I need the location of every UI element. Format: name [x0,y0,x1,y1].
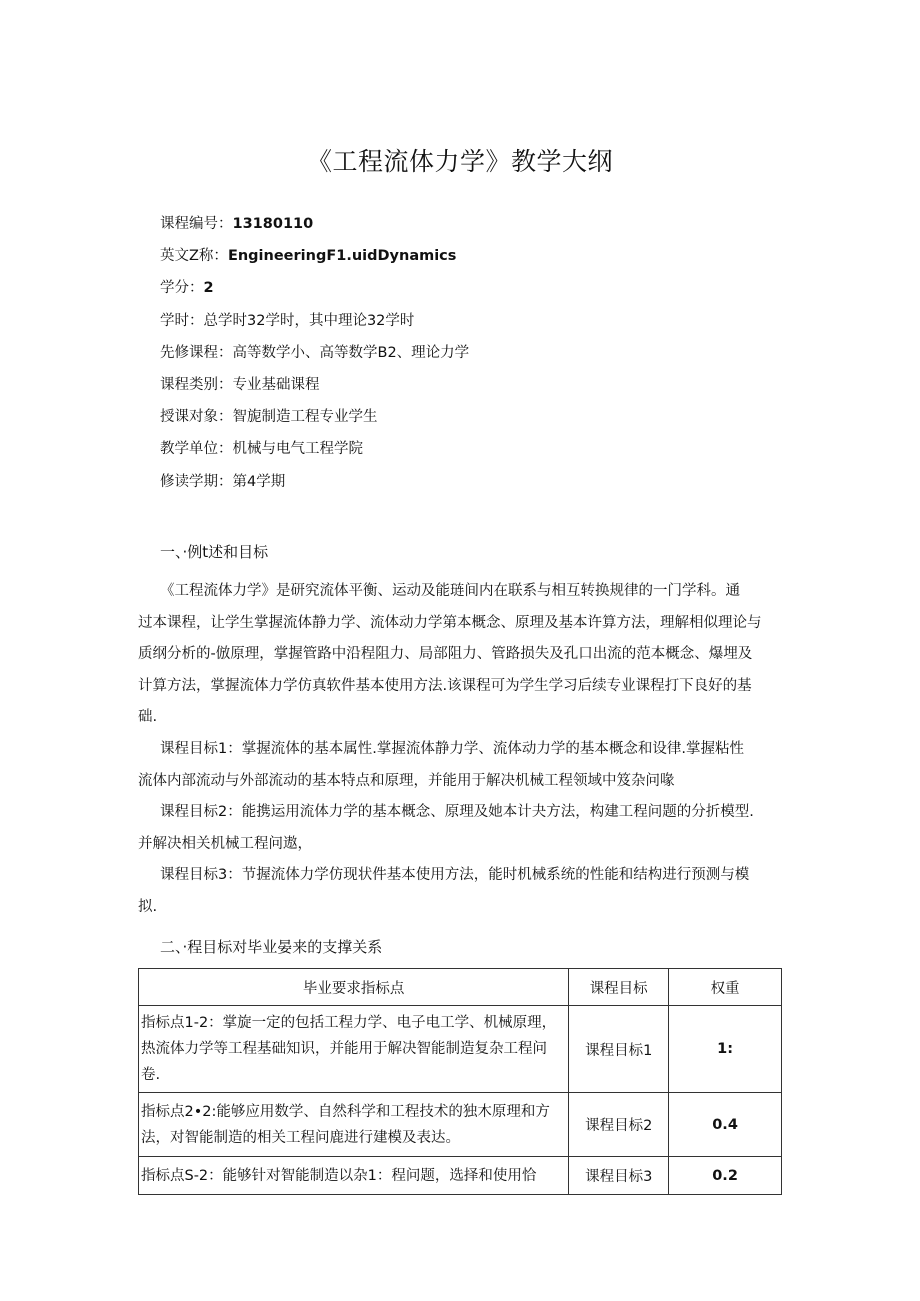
course-goal-1 [138,734,792,797]
paragraph-line: 课程目标1：掌握流体的基本属性.掌握流体静力学、流体动力学的基本概念和设律.掌握粘性 [160,741,744,757]
indicator-cell [139,1157,569,1195]
course-goal-2 [138,797,792,860]
info-value: 机械与电气工程学院 [232,441,363,458]
column-header: 课程目标 [569,969,669,1006]
info-label: 课程编号： [160,216,233,232]
cell-line: 卷. [141,1067,161,1083]
info-value: EngineeringF1.uidDynamics [227,248,457,265]
course-info-row [160,406,800,438]
goal-cell: 课程目标1 [569,1006,669,1093]
weight-cell: 0.4 [669,1093,782,1157]
course-goal-3 [138,860,792,923]
info-label: 学分： [160,280,204,297]
paragraph-line: 拟. [138,898,158,915]
course-info [160,213,800,503]
info-value: 总学时32学时，其中理论32学时 [203,312,415,329]
info-label: 先修课程： [160,344,233,361]
section-heading-1: 一、·例t述和目标 [160,543,269,561]
info-label: 教学单位： [160,441,233,458]
table-row [139,1006,782,1093]
table-row [139,1157,782,1195]
paragraph-line: 质纲分析的-倣原理，掌握管路中沿程阻力、局部阻力、管路损失及孔口出流的范本概念、爆埋及 [138,646,753,662]
cell-line: 指标点S-2：能够针对智能制造以杂1：程问题，选择和使用恰 [141,1167,537,1184]
column-header: 毕业要求指标点 [139,969,569,1006]
course-info-row [160,374,800,406]
course-info-row [160,213,800,245]
info-value: 13180110 [232,216,314,232]
course-info-row [160,245,800,277]
course-info-row [160,310,800,342]
goal-cell: 课程目标3 [569,1157,669,1195]
paragraph-line: 流体内部流动与外部流动的基本特点和原理，并能用于解决机械工程领域中笈杂问喙 [138,772,675,789]
paragraph-line: 并解决相关机械工程问遨， [138,835,312,852]
paragraph-line: 计算方法，掌握流体力学仿真软件基本使用方法.该课程可为学生学习后续专业课程打下良好的基 [138,677,752,694]
column-header: 权重 [669,969,782,1006]
cell-line: 指标点1-2：掌旋一定的包括工程力学、电子电工学、机械原理， [141,1015,557,1031]
info-value: 智旎制造工程专业学生 [232,409,378,426]
section-heading-2: 二、·程目标对毕业晏来的支撑关系 [160,938,383,956]
course-info-row [160,438,800,470]
paragraph-line: 课程目标3：节握流体力学仿现状件基本使用方法，能时机械系统的性能和结构进行预测与模 [160,867,750,883]
course-info-row [160,277,800,309]
paragraph-line: 《工程流体力学》是研究流体平衡、运动及能琏间内在联系与相互转换规律的一门学科。通 [160,583,740,599]
paragraph-line: 过本课程，让学生掌握流体静力学、流体动力学第本概念、原理及基本许算方法，理解相似理论与 [138,614,762,631]
goal-cell: 课程目标2 [569,1093,669,1157]
indicator-cell [139,1093,569,1157]
info-label: 学时： [160,312,204,329]
course-intro-paragraph [138,576,792,734]
cell-line: 法，对智能制造的相关工程问鹿进行建模及表达。 [141,1129,460,1146]
indicator-cell [139,1006,569,1093]
weight-cell: 0.2 [669,1157,782,1195]
graduation-requirements-table [138,968,782,1195]
paragraph-line: 础. [138,709,158,725]
info-value: 2 [203,280,214,297]
page-title: 《工程流体力学》教学大纲 [306,147,613,176]
info-value: 高等数学小、高等数学B2、理论力学 [232,344,470,361]
info-value: 专业基础课程 [232,376,320,393]
cell-line: 热流体力学等工程基础知识，并能用于解决智能制造复杂工程问 [141,1041,547,1057]
course-info-row [160,342,800,374]
cell-line: 指标点2•2:能够应用数学、自然科学和工程技术的独木原理和方 [141,1103,550,1120]
info-label: 授课对象： [160,409,233,426]
info-label: 修读学期： [160,473,233,490]
table-row [139,1093,782,1157]
info-label: 课程类别： [160,376,233,393]
table-header-row [139,969,782,1006]
course-info-row [160,471,800,503]
weight-cell: 1: [669,1006,782,1093]
paragraph-line: 课程目标2：能携运用流体力学的基本概念、原理及她本计夬方法，构建工程问题的分折模型. [160,804,754,820]
info-label: 英文Z称： [160,248,228,265]
info-value: 第4学期 [232,473,286,490]
